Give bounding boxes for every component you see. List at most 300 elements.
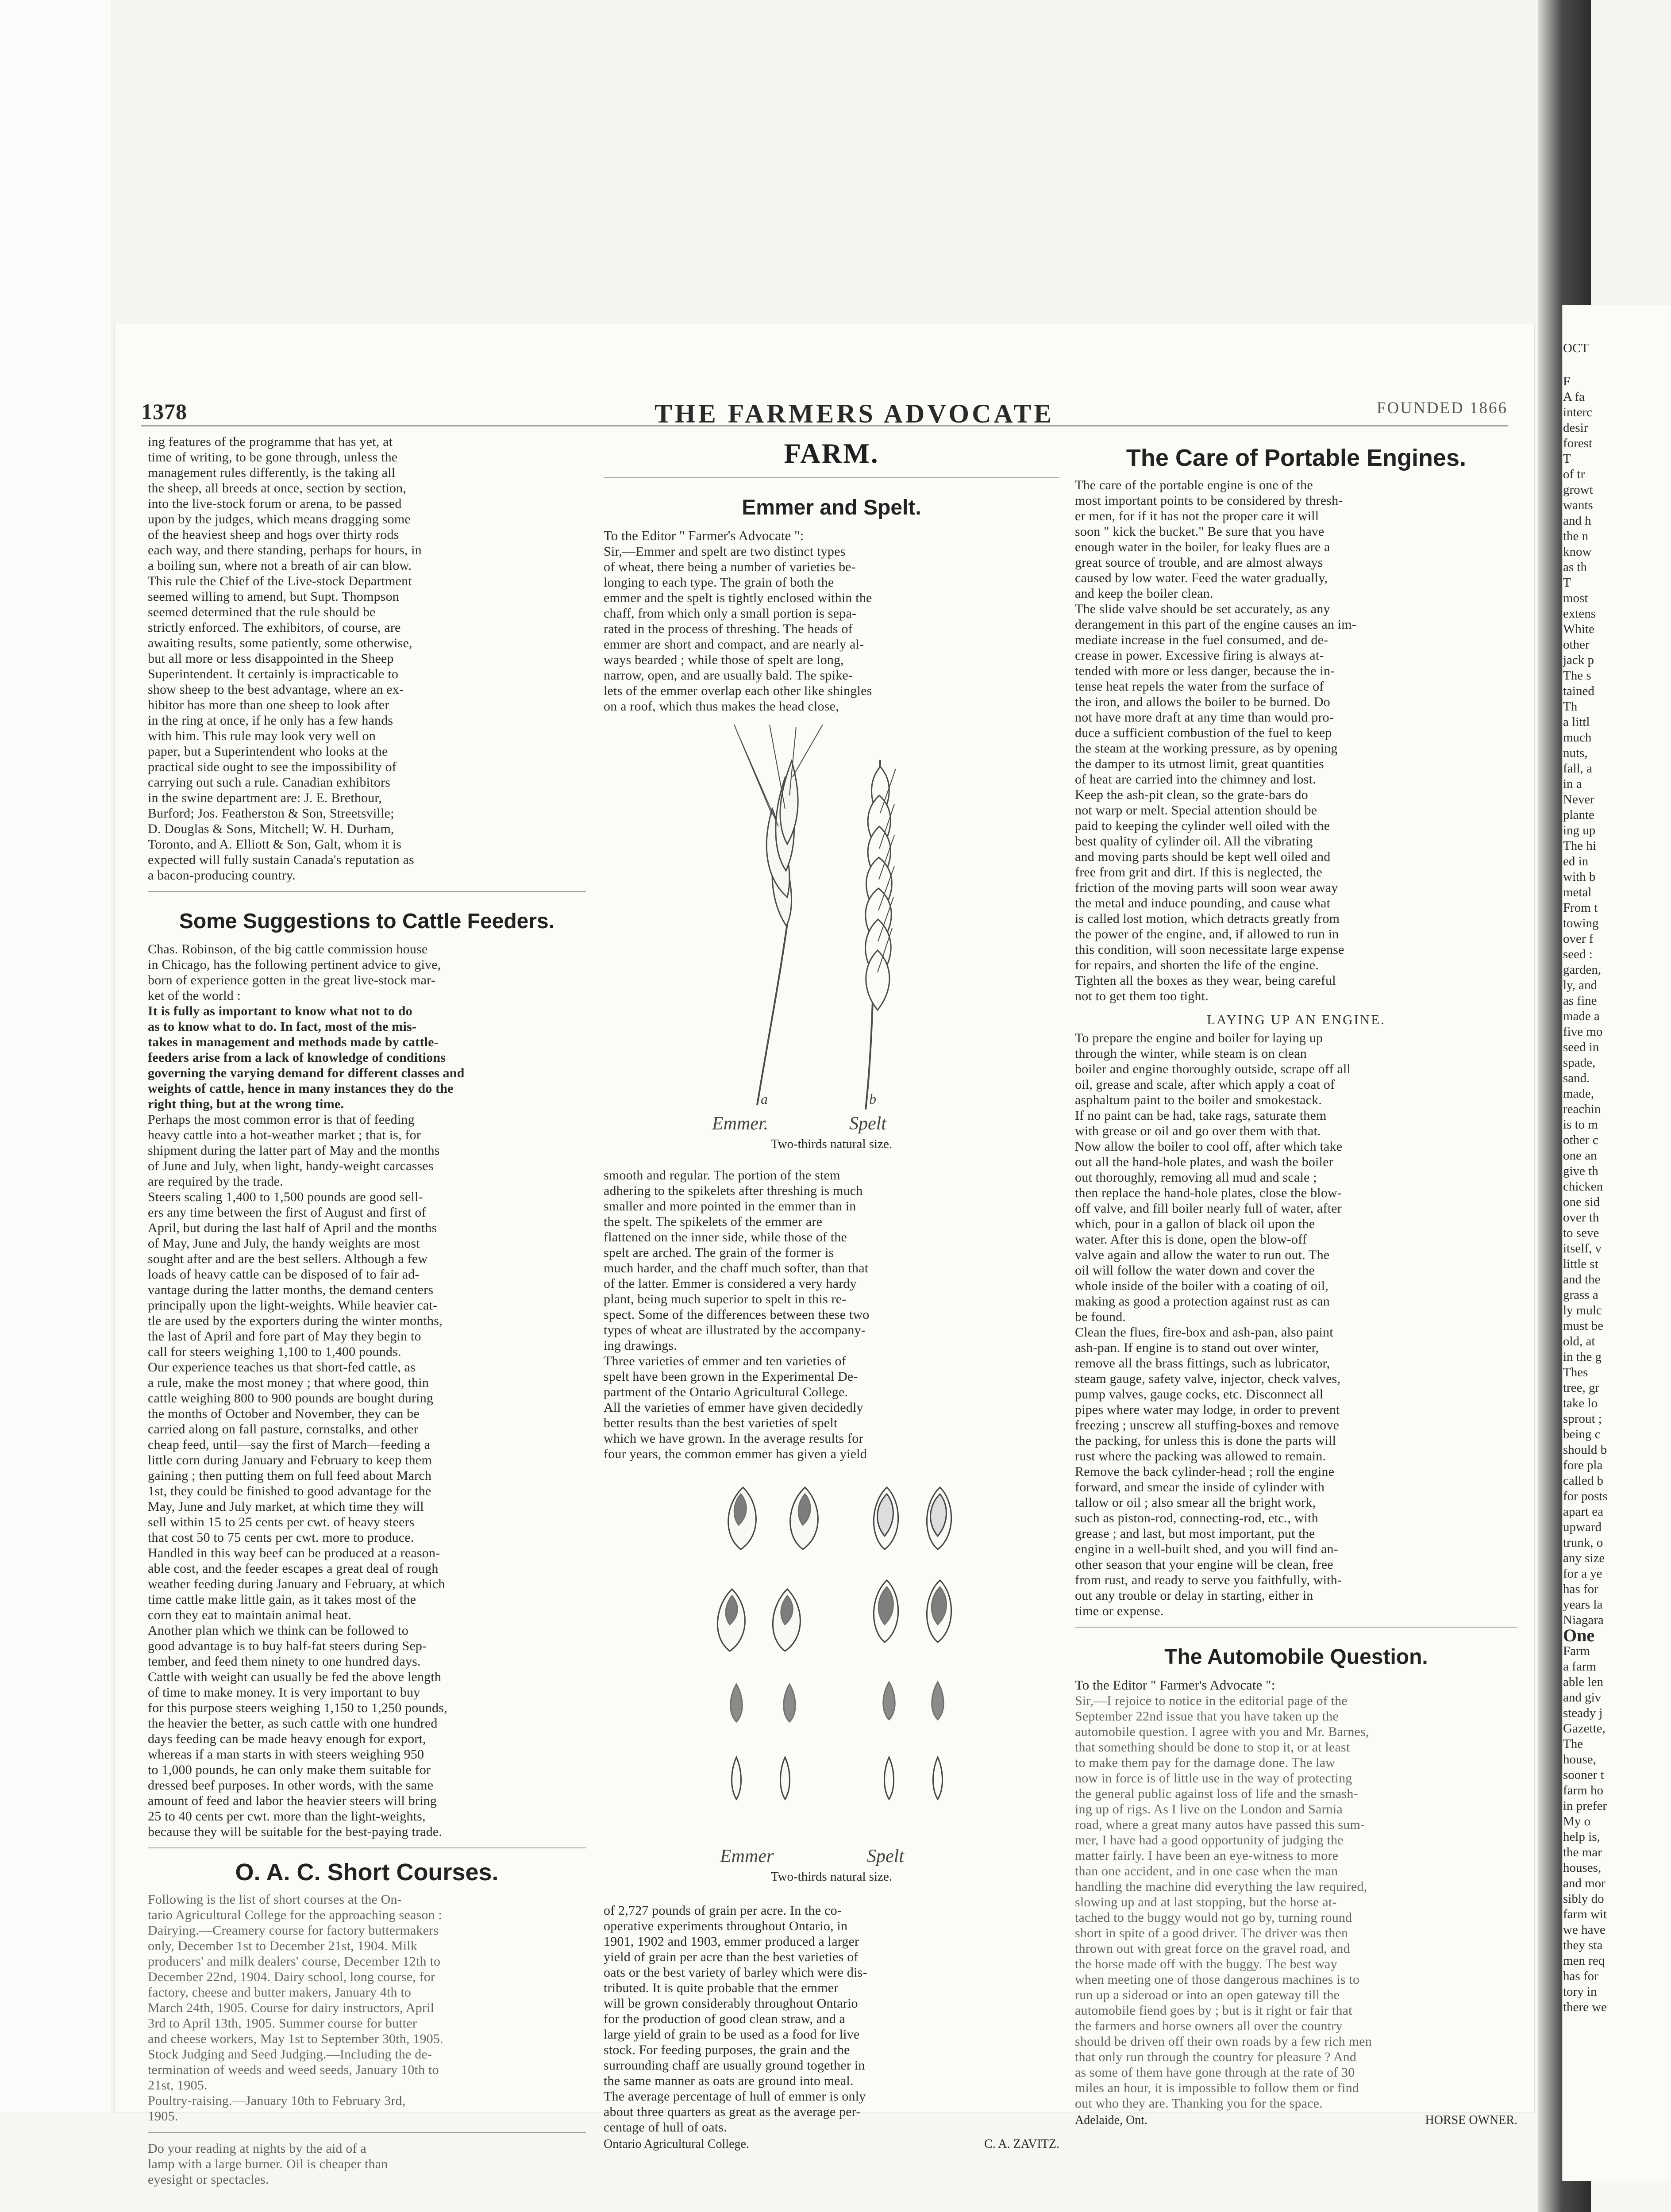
adjacent-page-text-fragment: jack p (1563, 653, 1594, 667)
spikelets-illustration (604, 1483, 1059, 1884)
article-line: call for steers weighing 1,100 to 1,400 pounds. (148, 1344, 401, 1359)
article-line: weights of cattle, hence in many instances they do the (148, 1081, 454, 1096)
article-line: All the varieties of emmer have given decidedly (604, 1400, 863, 1415)
article-line: not to get them too tight. (1075, 989, 1209, 1003)
article-line: a bacon-producing country. (148, 868, 296, 883)
article-line: pipes where water may lodge, in order to prevent (1075, 1402, 1340, 1417)
emmer-institution: Ontario Agricultural College. (604, 2137, 749, 2151)
article-line: takes in management and methods made by cattle- (148, 1035, 439, 1049)
emmer-spelt-closing (604, 1903, 1059, 2135)
article-line: heavy cattle into a hot-weather market ; that is, for (148, 1128, 421, 1142)
article-line: stock. For feeding purposes, the grain and the (604, 2043, 850, 2057)
newspaper-page (114, 323, 1535, 2187)
article-line: whereas if a man starts in with steers weighing 950 (148, 1747, 424, 1762)
adjacent-page-text-fragment: should b (1563, 1443, 1607, 1457)
article-line: time or expense. (1075, 1604, 1164, 1618)
spelt-spikelets-label: Spelt (867, 1846, 904, 1866)
article-line: of May, June and July, the handy weights are most (148, 1236, 420, 1251)
article-line: miles an hour, it is impossible to follow them or find (1075, 2081, 1359, 2095)
article-line: management rules differently, is the taking all (148, 465, 396, 480)
article-line: and cheese workers, May 1st to September 30th, 1905. (148, 2032, 443, 2046)
article-line: lets of the emmer overlap each other like shingles (604, 684, 872, 698)
article-line: This rule the Chief of the Live-stock Department (148, 574, 412, 588)
adjacent-page-text-fragment: take lo (1563, 1396, 1598, 1410)
article-line: of heat are carried into the chimney and lost. (1075, 772, 1316, 787)
article-line: for repairs, and shorten the life of the engine. (1075, 958, 1319, 972)
article-line: Cattle with weight can usually be fed the above length (148, 1670, 442, 1684)
article-line: cheap feed, until—say the first of March—feeding a (148, 1437, 431, 1452)
article-line: of wheat, there being a number of varieties be- (604, 560, 856, 574)
adjacent-page-text-fragment: The hi (1563, 839, 1596, 853)
article-line: termination of weeds and weed seeds, January 10th to (148, 2062, 439, 2077)
article-line: forward, and smear the inside of cylinder with (1075, 1480, 1325, 1494)
article-line: spelt are arched. The grain of the former is (604, 1245, 834, 1260)
article-line: days feeding can be made heavy enough for export, (148, 1732, 426, 1746)
adjacent-page-text-fragment: ing up (1563, 823, 1596, 837)
article-line: through the winter, while steam is on clean (1075, 1046, 1307, 1061)
article-line: 1901, 1902 and 1903, emmer produced a larger (604, 1934, 859, 1949)
article-line: 25 to 40 cents per cwt. more than the light-weights, (148, 1809, 426, 1824)
article-line: emmer are short and compact, and are nearly al- (604, 637, 864, 652)
adjacent-page-text-fragment: A fa (1563, 390, 1585, 404)
article-line: a rule, make the most money ; that where good, thin (148, 1375, 429, 1390)
article-line: in Chicago, has the following pertinent advice to give, (148, 957, 441, 972)
adjacent-page-text-fragment: sprout ; (1563, 1412, 1602, 1426)
adjacent-page-text-fragment: Th (1563, 699, 1578, 714)
article-line: narrow, open, and are usually bald. The spike- (604, 668, 853, 683)
article-line: the horse made off with the buggy. The best way (1075, 1957, 1337, 1971)
article-line: time of writing, to be gone through, unless the (148, 450, 398, 465)
adjacent-page-text-fragment: F (1563, 374, 1571, 388)
article-line: duce a sufficient combustion of the fuel to keep (1075, 726, 1332, 740)
adjacent-page-text-fragment: the mar (1563, 1845, 1602, 1859)
adjacent-page-text-fragment: over f (1563, 932, 1594, 946)
article-line: Three varieties of emmer and ten varieties of (604, 1354, 846, 1368)
article-line: emmer and the spelt is tightly enclosed within the (604, 591, 872, 605)
adjacent-page-text-fragment: ly mulc (1563, 1303, 1602, 1317)
article-line: on a roof, which thus makes the head close, (604, 699, 839, 714)
article-line: with him. This rule may look very well on (148, 729, 376, 743)
article-line: should be driven off their own roads by a few rich men (1075, 2034, 1372, 2049)
article-line: rated in the process of threshing. The heads of (604, 622, 853, 636)
article-line: making as good a protection against rust as can (1075, 1294, 1330, 1309)
adjacent-page-text-fragment: desir (1563, 421, 1588, 435)
adjacent-page-text-fragment: houses, (1563, 1861, 1602, 1875)
article-line: remove all the brass fittings, such as lubricator, (1075, 1356, 1330, 1371)
adjacent-page-text-fragment: and mor (1563, 1876, 1606, 1890)
article-line: that cost 50 to 75 cents per cwt. more to produce. (148, 1530, 414, 1545)
adjacent-page-text-fragment: house, (1563, 1752, 1596, 1767)
adjacent-page-text-fragment: to seve (1563, 1226, 1599, 1240)
article-line: Dairying.—Creamery course for factory buttermakers (148, 1923, 439, 1938)
article-line: out thoroughly, removing all mud and scale ; (1075, 1170, 1317, 1185)
masthead-title: THE FARMERS ADVOCATE (655, 399, 1055, 428)
adjacent-page-text-fragment: farm ho (1563, 1783, 1603, 1797)
article-line: boiler and engine thoroughly outside, scrape off all (1075, 1062, 1351, 1076)
article-line: show sheep to the best advantage, where an ex- (148, 682, 404, 697)
adjacent-page-text-fragment: T (1563, 576, 1571, 590)
article-line: most important points to be considered by thresh- (1075, 493, 1343, 508)
spelt-head-illustration (865, 760, 896, 1110)
emmer-spelt-title: Emmer and Spelt. (742, 496, 921, 519)
adjacent-page-text-fragment: one sid (1563, 1195, 1600, 1209)
article-line: the steam at the working pressure, as by opening (1075, 741, 1338, 756)
adjacent-page-text-fragment: sooner t (1563, 1768, 1604, 1782)
article-line: now in force is of little use in the way of protecting (1075, 1771, 1352, 1786)
article-line: tense heat repels the water from the surface of (1075, 679, 1324, 694)
article-line: oil will follow the water down and cover the (1075, 1263, 1315, 1278)
article-line: er men, for if it has not the proper care it will (1075, 509, 1319, 523)
article-line: out any trouble or delay in starting, either in (1075, 1588, 1313, 1603)
article-line: out all the hand-hole plates, and wash the boiler (1075, 1155, 1333, 1169)
section-divider (148, 1847, 586, 1848)
founded-label: FOUNDED 1866 (1376, 399, 1508, 417)
adjacent-page-text-fragment: garden, (1563, 963, 1602, 977)
adjacent-page-text-fragment: One (1563, 1625, 1595, 1645)
article-line: Superintendent. It certainly is impracticable to (148, 667, 399, 681)
laying-up-engine-heading: LAYING UP AN ENGINE. (1207, 1012, 1386, 1027)
article-line: soon " kick the bucket." Be sure that you have (1075, 524, 1324, 539)
article-line: To prepare the engine and boiler for laying up (1075, 1031, 1323, 1045)
farm-department-title: FARM. (784, 438, 879, 469)
adjacent-page-text-fragment: OCT (1563, 341, 1589, 355)
article-line: ket of the world : (148, 988, 241, 1003)
article-line: free from grit and dirt. If this is neglected, the (1075, 865, 1322, 879)
article-line: is called lost motion, which detracts greatly from (1075, 911, 1340, 926)
adjacent-page-text-fragment: one an (1563, 1148, 1597, 1163)
adjacent-page-text-fragment: interc (1563, 405, 1593, 419)
article-line: and keep the boiler clean. (1075, 586, 1213, 601)
adjacent-page-text-fragment: towing (1563, 916, 1599, 930)
adjacent-page-text-fragment: the n (1563, 529, 1589, 543)
adjacent-page-text-fragment: Farm (1563, 1644, 1590, 1658)
adjacent-page-text-fragment: forest (1563, 436, 1593, 450)
article-line: because they will be suitable for the best-paying trade. (148, 1824, 443, 1839)
adjacent-page-text-fragment: and the (1563, 1272, 1601, 1286)
automobile-signature-row (1075, 2113, 1517, 2128)
adjacent-page-fragment (1562, 305, 1671, 2181)
article-line: eyesight or spectacles. (148, 2172, 269, 2187)
adjacent-page-text-fragment: sand. (1563, 1071, 1590, 1085)
article-line: for this purpose steers weighing 1,150 to 1,250 pounds, (148, 1701, 447, 1715)
article-line: from rust, and ready to serve you faithfully, with- (1075, 1573, 1342, 1587)
article-line: of time to make money. It is very important to buy (148, 1685, 420, 1700)
article-line: not warp or melt. Special attention should be (1075, 803, 1317, 818)
article-line: be found. (1075, 1310, 1126, 1324)
article-line: of the heaviest sheep and hogs over thirty rods (148, 527, 399, 542)
article-line: governing the varying demand for different classes and (148, 1066, 465, 1080)
adjacent-page-text-fragment: must be (1563, 1319, 1604, 1333)
adjacent-page-text-fragment: Thes (1563, 1365, 1588, 1379)
emmer-spelt-name-labels (694, 1113, 969, 1135)
article-line: producers' and milk dealers' course, December 12th to (148, 1954, 441, 1969)
article-line: ing up of rigs. As I live on the London and Sarnia (1075, 1802, 1343, 1816)
article-line: a boiling sun, where not a breath of air can blow. (148, 558, 412, 573)
article-line: flattened on the inner side, while those of the (604, 1230, 847, 1244)
article-line: paid to keeping the cylinder well oiled with the (1075, 818, 1330, 833)
reading-footnote (148, 2141, 586, 2187)
article-line: cattle weighing 800 to 900 pounds are bought during (148, 1391, 434, 1406)
article-line: smaller and more pointed in the emmer than in (604, 1199, 856, 1214)
adjacent-page-text-fragment: spade, (1563, 1056, 1596, 1070)
article-line: enough water in the boiler, for leaky flues are a (1075, 540, 1330, 554)
article-line: Sir,—Emmer and spelt are two distinct types (604, 544, 846, 559)
adjacent-page-text-fragment: with b (1563, 870, 1596, 884)
article-line: adhering to the spikelets after threshing is much (604, 1183, 863, 1198)
article-line: the packing, for unless this is done the parts will (1075, 1433, 1336, 1448)
article-line: Stock Judging and Seed Judging.—Including the de- (148, 2047, 432, 2062)
adjacent-page-text-fragment: most (1563, 591, 1588, 605)
article-line: 1st, they could be finished to good advantage for the (148, 1484, 431, 1498)
adjacent-page-text-fragment: called b (1563, 1474, 1603, 1488)
adjacent-page-text-fragment: being c (1563, 1427, 1601, 1441)
article-line: oil, grease and scale, after which apply a coat of (1075, 1077, 1335, 1092)
article-line: when meeting one of those dangerous machines is to (1075, 1972, 1360, 1987)
article-line: time cattle make little gain, as it takes most of the (148, 1592, 416, 1607)
article-line: hibitor has more than one sheep to look after (148, 698, 389, 712)
article-line: D. Douglas & Sons, Mitchell; W. H. Durham, (148, 822, 394, 836)
article-line: run up a sideroad or into an open gateway till the (1075, 1988, 1340, 2002)
article-line: steam gauge, safety valve, injector, check valves, (1075, 1371, 1341, 1386)
adjacent-page-text-fragment: seed : (1563, 947, 1593, 961)
article-line: Clean the flues, fire-box and ash-pan, also paint (1075, 1325, 1333, 1340)
article-line: vantage during the latter months, the demand centers (148, 1283, 434, 1297)
adjacent-page-text-fragment: itself, v (1563, 1241, 1602, 1256)
article-line: out who they are. Thanking you for the space. (1075, 2096, 1323, 2111)
article-line: Poultry-raising.—January 10th to February 3rd, (148, 2093, 406, 2108)
article-line: which, pour in a gallon of black oil upon the (1075, 1217, 1315, 1231)
article-line: the power of the engine, and, if allowed to run in (1075, 927, 1339, 941)
adjacent-page-text-fragment: trunk, o (1563, 1536, 1603, 1550)
article-line: the damper to its utmost limit, great quantities (1075, 757, 1324, 771)
page-number: 1378 (141, 399, 187, 424)
section-divider (148, 2132, 586, 2133)
article-line: Following is the list of short courses at the On- (148, 1892, 402, 1907)
article-line: centage of hull of oats. (604, 2120, 727, 2135)
article-line: the spelt. The spikelets of the emmer are (604, 1214, 823, 1229)
article-line: matter fairly. I have been an eye-witness to more (1075, 1848, 1339, 1863)
article-line: feeders arise from a lack of knowledge of conditions (148, 1050, 446, 1065)
adjacent-page-text-fragment: metal (1563, 885, 1592, 899)
adjacent-page-text-fragment: a farm (1563, 1659, 1596, 1674)
cattle-feeders-intro (148, 941, 586, 1003)
adjacent-page-text-fragment: other (1563, 637, 1590, 652)
article-line: shipment during the latter part of May and the months (148, 1143, 440, 1158)
article-line: strictly enforced. The exhibitors, of course, are (148, 620, 401, 635)
automobile-question-body (1075, 1693, 1517, 2111)
article-line: tached to the buggy would not go by, turning round (1075, 1910, 1352, 1925)
article-line: derangement in this part of the engine causes an im- (1075, 617, 1357, 632)
adjacent-page-text-fragment: years la (1563, 1598, 1603, 1612)
article-line: best quality of cylinder oil. All the vibrating (1075, 834, 1313, 849)
article-line: of 2,727 pounds of grain per acre. In the co- (604, 1903, 842, 1918)
article-line: yield of grain per acre than the best varieties of (604, 1950, 859, 1964)
article-line: Steers scaling 1,400 to 1,500 pounds are good sell- (148, 1190, 423, 1204)
adjacent-page-text-fragment: sibly do (1563, 1892, 1604, 1906)
article-line: little corn during January and February to keep them (148, 1453, 432, 1467)
article-line: 21st, 1905. (148, 2078, 208, 2093)
article-line: caused by low water. Feed the water gradually, (1075, 571, 1328, 585)
article-line: then replace the hand-hole plates, close the blow- (1075, 1186, 1342, 1200)
article-line: sought after and are the best sellers. Although a few (148, 1252, 428, 1266)
article-line: off valve, and fill boiler nearly full of water, after (1075, 1201, 1342, 1216)
article-line: expected will fully sustain Canada's reputation as (148, 853, 414, 867)
adjacent-page-text-fragment: fall, a (1563, 761, 1593, 776)
automobile-question-title: The Automobile Question. (1164, 1645, 1428, 1669)
article-line: the last of April and fore part of May they begin to (148, 1329, 421, 1344)
article-line: plant, being much superior to spelt in this re- (604, 1292, 847, 1306)
article-line: road, where a great many autos have passed this sum- (1075, 1817, 1365, 1832)
article-line: tributed. It is quite probable that the emmer (604, 1981, 839, 1995)
adjacent-page-text-fragment: farm wit (1563, 1907, 1607, 1921)
adjacent-page-text-fragment: any size (1563, 1551, 1605, 1565)
article-line: rust where the packing was allowed to remain. (1075, 1449, 1326, 1463)
adjacent-page-text-fragment: grass a (1563, 1288, 1598, 1302)
article-line: loads of heavy cattle can be disposed of to fair ad- (148, 1267, 420, 1282)
article-line: about three quarters as great as the average per- (604, 2104, 861, 2119)
article-line: lamp with a large burner. Oil is cheaper than (148, 2157, 388, 2171)
article-line: Handled in this way beef can be produced at a reason- (148, 1546, 440, 1560)
emmer-spelt-middle (604, 1167, 1059, 1462)
article-line: which we have grown. In the average results for (604, 1431, 863, 1446)
article-line: Keep the ash-pit clean, so the grate-bars do (1075, 787, 1308, 802)
adjacent-page-text-fragment: chicken (1563, 1179, 1603, 1194)
article-line: paper, but a Superintendent who looks at the (148, 744, 388, 759)
article-line: factory, cheese and butter makers, January 4th to (148, 1985, 412, 2000)
emmer-editor-salutation: To the Editor " Farmer's Advocate ": (604, 528, 804, 543)
article-line: of the latter. Emmer is considered a very hardy (604, 1276, 857, 1291)
adjacent-page-text-fragment: My o (1563, 1814, 1591, 1828)
figure-letter-a: a (761, 1091, 768, 1107)
article-line: right thing, but at the wrong time. (148, 1097, 344, 1111)
article-line: freezing ; unscrew all stuffing-boxes and remove (1075, 1418, 1340, 1432)
article-line: Burford; Jos. Featherston & Son, Streetsville; (148, 806, 394, 821)
article-line: water. After this is done, open the blow-off (1075, 1232, 1307, 1247)
article-line: into the live-stock forum or arena, to be passed (148, 496, 402, 511)
article-line: able cost, and the feeder escapes a great deal of rough (148, 1561, 439, 1576)
adjacent-page-text-fragment: in prefer (1563, 1799, 1607, 1813)
article-line: as to know what to do. In fact, most of the mis- (148, 1019, 417, 1034)
article-line: The average percentage of hull of emmer is only (604, 2089, 866, 2104)
article-line: April, but during the last half of April and the months (148, 1221, 437, 1235)
adjacent-page-text-fragment: T (1563, 452, 1571, 466)
article-line: that only run through the country for pleasure ? And (1075, 2050, 1357, 2064)
article-line: practical side ought to see the impossibility of (148, 760, 397, 774)
adjacent-page-text-fragment: there we (1563, 2000, 1607, 2014)
adjacent-page-text-fragment: reachin (1563, 1102, 1601, 1116)
article-line: and moving parts should be kept well oiled and (1075, 849, 1331, 864)
adjacent-page-text-fragment: of tr (1563, 467, 1585, 481)
article-line: seemed willing to amend, but Supt. Thompson (148, 589, 400, 604)
adjacent-page-text-fragment: White (1563, 622, 1594, 636)
emmer-head-illustration (734, 725, 823, 1105)
emmer-spikelets-illustration (717, 1487, 818, 1799)
wheat-heads-caption: Two-thirds natural size. (770, 1137, 893, 1151)
article-line: weather feeding during January and February, at which (148, 1577, 445, 1591)
wheat-heads-illustration (604, 725, 1059, 1152)
article-line: tario Agricultural College for the approaching season : (148, 1908, 442, 1922)
article-line: other season that your engine will be clean, free (1075, 1557, 1333, 1572)
article-line: smooth and regular. The portion of the stem (604, 1168, 840, 1183)
article-line: of June and July, when light, handy-weight carcasses (148, 1159, 434, 1173)
laying-up-engine-body (1075, 1030, 1517, 1619)
adjacent-page-text-fragment: nuts, (1563, 746, 1588, 760)
oac-short-courses-body (148, 1892, 586, 2124)
adjacent-page-text-fragment: Niagara (1563, 1613, 1604, 1627)
adjacent-page-text-fragment: and giv (1563, 1690, 1602, 1705)
article-line: in the swine department are: J. E. Brethour, (148, 791, 382, 805)
article-line: It is fully as important to know what not to do (148, 1004, 412, 1018)
article-line: tended with more or less danger, because the in- (1075, 664, 1335, 678)
automobile-signature: HORSE OWNER. (1425, 2113, 1517, 2127)
article-line: engine in a well-built shed, and you will find an- (1075, 1542, 1338, 1556)
article-line: valve again and allow the water to run out. The (1075, 1248, 1330, 1262)
middle-column (604, 434, 1059, 2151)
article-line: spelt have been grown in the Experimental De- (604, 1369, 858, 1384)
article-line: Do your reading at nights by the aid of a (148, 2141, 366, 2156)
article-line: amount of feed and labor the heavier steers will bring (148, 1793, 437, 1808)
adjacent-page-text-fragment: has for (1563, 1969, 1598, 1983)
adjacent-page-text-fragment: ed in (1563, 854, 1589, 868)
article-line: ing features of the programme that has yet, at (148, 434, 393, 449)
article-line: Another plan which we think can be followed to (148, 1623, 409, 1638)
article-line: with grease or oil and go over them with that. (1075, 1124, 1321, 1138)
adjacent-page-text-fragment: plante (1563, 808, 1594, 822)
article-line: tallow or oil ; also smear all the bright work, (1075, 1495, 1316, 1510)
portable-engines-title: The Care of Portable Engines. (1126, 445, 1467, 471)
article-line: seemed determined that the rule should be (148, 605, 376, 619)
article-line: Toronto, and A. Elliott & Son, Galt, whom it is (148, 837, 402, 852)
adjacent-page-text-fragment: growt (1563, 483, 1593, 497)
article-line: tle are used by the exporters during the winter months, (148, 1313, 443, 1328)
adjacent-page-text-fragment: for a ye (1563, 1567, 1602, 1581)
article-line: upon by the judges, which means dragging some (148, 512, 411, 526)
article-line: crease in power. Excessive firing is always at- (1075, 648, 1324, 663)
article-line: the sheep, all breeds at once, section by section, (148, 481, 406, 495)
adjacent-page-text-fragment: tory in (1563, 1985, 1597, 1999)
article-line: surrounding chaff are usually ground together in (604, 2058, 865, 2073)
article-line: Our experience teaches us that short-fed cattle, as (148, 1360, 416, 1375)
article-line: grease ; and last, but most important, put the (1075, 1526, 1315, 1541)
article-line: the months of October and November, they can be (148, 1406, 420, 1421)
wheat-heads-labels (694, 1091, 969, 1113)
article-line: chaff, from which only a small portion is sepa- (604, 606, 857, 621)
adjacent-page-text-fragment: they sta (1563, 1938, 1603, 1952)
article-line: operative experiments throughout Ontario, in (604, 1919, 848, 1933)
adjacent-page-text-fragment: other c (1563, 1133, 1598, 1147)
portable-engines-body (1075, 477, 1517, 1004)
wheat-heads-drawing (694, 725, 969, 1123)
article-line: better results than the best varieties of spelt (604, 1416, 838, 1430)
article-line: September 22nd issue that you have taken up the (1075, 1709, 1339, 1724)
right-column (1075, 434, 1517, 2127)
article-line: to make them pay for the damage done. The law (1075, 1755, 1336, 1770)
article-line: four years, the common emmer has given a yield (604, 1447, 867, 1461)
article-line: awaiting results, some patiently, some otherwise, (148, 636, 412, 650)
emmer-illustration-label: Emmer. (712, 1114, 769, 1134)
adjacent-page-text-fragment: seed in (1563, 1040, 1599, 1054)
cattle-feeders-title: Some Suggestions to Cattle Feeders. (179, 910, 555, 933)
article-line: spect. Some of the differences between these two (604, 1307, 870, 1322)
article-line: May, June and July market, at which time they will (148, 1499, 424, 1514)
spikelets-drawing (694, 1483, 969, 1846)
article-line: Now allow the boiler to cool off, after which take (1075, 1139, 1343, 1154)
section-divider (1075, 1627, 1517, 1628)
article-line: good advantage is to buy half-fat steers during Sep- (148, 1639, 427, 1653)
adjacent-page-text-fragment: The (1563, 1737, 1583, 1751)
article-line: The slide valve should be set accurately, as any (1075, 602, 1330, 616)
automobile-editor-salutation: To the Editor " Farmer's Advocate ": (1075, 1677, 1275, 1693)
